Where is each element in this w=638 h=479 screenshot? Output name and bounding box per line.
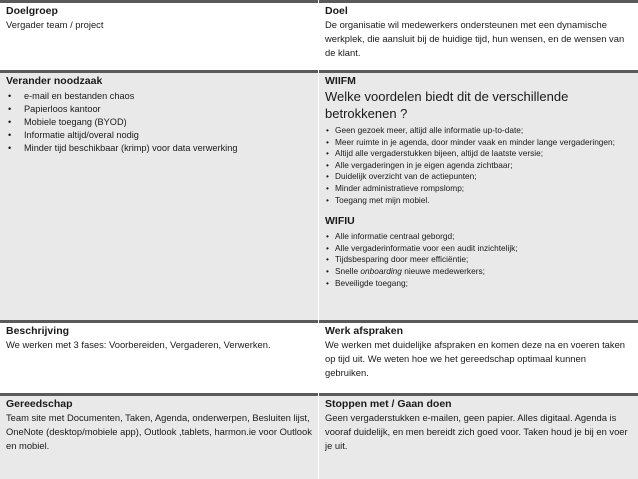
werk-afspraken-title: Werk afspraken: [325, 325, 404, 337]
onboarding-em: onboarding: [360, 265, 402, 276]
wiifm-list: [325, 125, 632, 206]
header-band: [319, 0, 638, 3]
list-item: • Beveiligde toegang;: [325, 278, 632, 290]
gereedschap-title: Gereedschap: [6, 398, 73, 410]
list-item: • Meer ruimte in je agenda, door minder vaak en minder lange vergaderingen;: [325, 137, 632, 149]
verander-noodzaak-title: Verander noodzaak: [6, 75, 103, 87]
cell-doelgroep: [0, 0, 319, 70]
spacer: [325, 206, 632, 214]
beschrijving-title: Beschrijving: [6, 325, 70, 337]
cell-doel: [319, 0, 638, 70]
cell-stoppen-gaan-doen: [319, 393, 638, 479]
onboarding-pre: Snelle: [335, 265, 361, 276]
row-doelgroep-doel: [0, 0, 638, 70]
row-verander-wiifm: [0, 70, 638, 320]
stoppen-gaan-doen-text: Geen vergaderstukken e-mailen, geen papier. Alles digitaal. Agenda is vooraf duidelijk, en men bereidt zich goed voor. Taken houd je bij en voer je uit.: [325, 412, 628, 451]
header-band: [0, 70, 318, 73]
cell-gereedschap: [0, 393, 319, 479]
beschrijving-text: We werken met 3 fases: Voorbereiden, Vergaderen, Verwerken.: [6, 339, 271, 350]
header-band: [319, 320, 638, 323]
list-item: • Minder administratieve rompslomp;: [325, 183, 632, 195]
list-item: • Mobiele toegang (BYOD): [6, 116, 312, 129]
list-item: • Minder tijd beschikbaar (krimp) voor data verwerking: [6, 142, 312, 155]
list-item: • Altijd alle vergaderstukken bijeen, altijd de laatste versie;: [325, 148, 632, 160]
list-item: • Tijdsbesparing door meer efficiëntie;: [325, 254, 632, 266]
header-band: [319, 70, 638, 73]
onboarding-post: nieuwe medewerkers;: [401, 265, 485, 276]
list-item: • Papierloos kantoor: [6, 103, 312, 116]
header-band: [319, 393, 638, 396]
list-item: • Alle vergaderinformatie voor een audit inzichtelijk;: [325, 243, 632, 255]
gereedschap-text: Team site met Documenten, Taken, Agenda, onderwerpen, Besluiten lijst, OneNote (desktop/mobiele app), Outlook ,tablets, harmon.ie voor Outlook en mobiel.: [6, 412, 312, 451]
row-gereedschap-stoppen: [0, 393, 638, 479]
list-item: • Informatie altijd/overal nodig: [6, 129, 312, 142]
list-item: • Alle informatie centraal geborgd;: [325, 231, 632, 243]
wiifm-question: Welke voordelen biedt dit de verschillende betrokkenen ?: [325, 89, 569, 121]
list-item: • Geen gezoek meer, altijd alle informatie up-to-date;: [325, 125, 632, 137]
wifiu-list: [325, 231, 632, 289]
list-item: • Toegang met mijn mobiel.: [325, 195, 632, 207]
list-item: • e-mail en bestanden chaos: [6, 90, 312, 103]
doelgroep-text: Vergader team / project: [6, 19, 104, 30]
stoppen-gaan-doen-title: Stoppen met / Gaan doen: [325, 398, 452, 410]
cell-werk-afspraken: [319, 320, 638, 393]
doelgroep-title: Doelgroep: [6, 5, 58, 17]
header-band: [0, 320, 318, 323]
list-item: [325, 266, 632, 278]
header-band: [0, 0, 318, 3]
doel-title: Doel: [325, 5, 348, 17]
header-band: [0, 393, 318, 396]
werk-afspraken-text: We werken met duidelijke afspraken en komen deze na en voeren taken op tijd uit. We weten hoe we het gereedschap optimaal kunnen gebruiken.: [325, 339, 626, 378]
cell-verander-noodzaak: [0, 70, 319, 320]
doel-text: De organisatie wil medewerkers ondersteunen met een dynamische werkplek, die aansluit bij de huidige tijd, hun wensen, en de wensen van de klant.: [325, 19, 625, 58]
cell-beschrijving: [0, 320, 319, 393]
wifiu-title: WIFIU: [325, 215, 355, 228]
list-item: • Alle vergaderingen in je eigen agenda zichtbaar;: [325, 160, 632, 172]
verander-noodzaak-list: [6, 90, 312, 155]
cell-wiifm: [319, 70, 638, 320]
row-beschrijving-werkafspraken: [0, 320, 638, 393]
list-item: • Duidelijk overzicht van de actiepunten;: [325, 171, 632, 183]
wiifm-title: WIIFM: [325, 75, 356, 87]
